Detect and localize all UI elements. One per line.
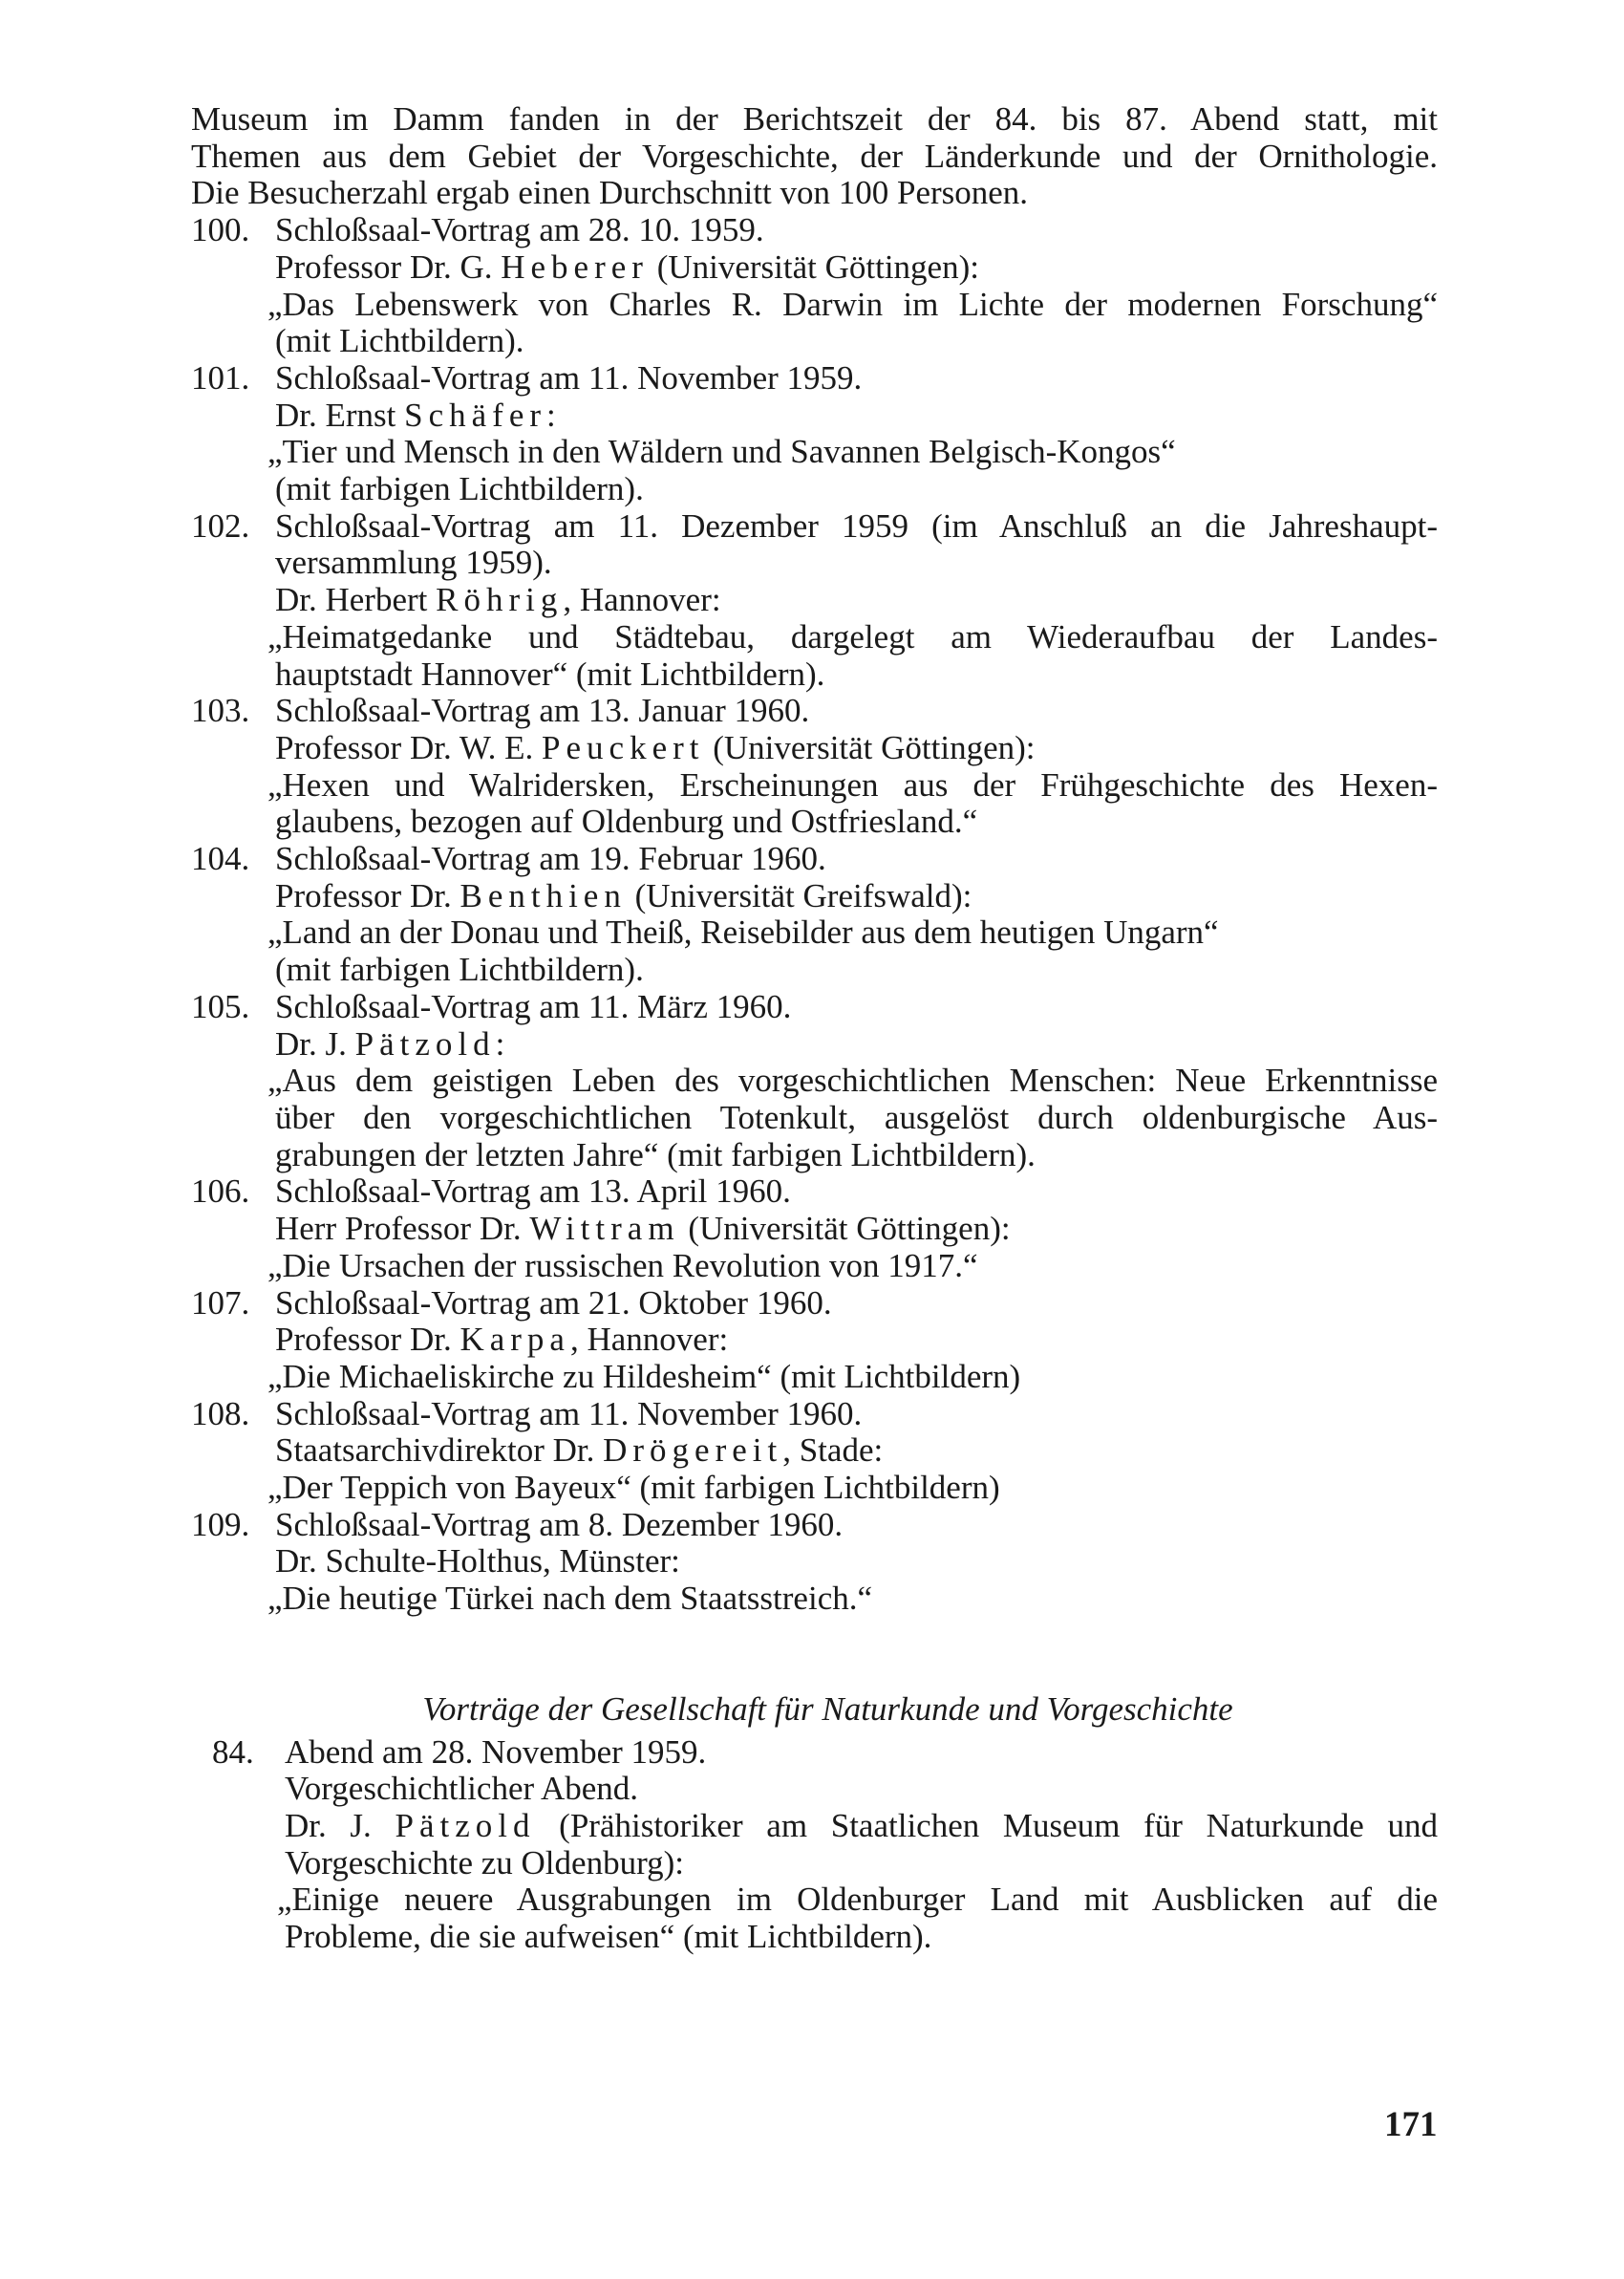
lecture-title: Schloßsaal-Vortrag am 11. März 1960.: [275, 987, 792, 1025]
lecture-topic: „Tier und Mensch in den Wäldern und Savannen Belgisch-Kongos“: [267, 433, 1176, 471]
lecture-title: Schloßsaal-Vortrag am 11. Dezember 1959 (im Anschluß an die Jahreshaupt-: [275, 506, 1438, 545]
lecture-number: 108.: [191, 1394, 250, 1432]
lecture-topic: „Das Lebenswerk von Charles R. Darwin im Lichte der modernen Forschung“: [267, 285, 1438, 323]
speaker-prefix: Dr. J.: [275, 1024, 347, 1063]
lecture-topic: „Die Ursachen der russischen Revolution von 1917.“: [267, 1246, 978, 1284]
lecture-number: 101.: [191, 358, 250, 397]
intro-line: Museum im Damm fanden in der Berichtszeit der 84. bis 87. Abend statt, mit: [191, 100, 1438, 138]
intro-line: Themen aus dem Gebiet der Vorgeschichte, der Länderkunde und der Ornithologie.: [191, 137, 1438, 175]
lecture-entry: [191, 1173, 1438, 1284]
lecture-topic: (mit farbigen Lichtbildern).: [275, 951, 644, 989]
speaker-prefix: Dr. Schulte-Holthus, Münster:: [275, 1542, 680, 1580]
lecture-list: [191, 212, 1438, 1618]
evening-title: Abend am 28. November 1959.: [285, 1732, 707, 1771]
speaker-name: Schäfer: [404, 396, 547, 434]
page-body: [191, 101, 1438, 1956]
lecture-title: Schloßsaal-Vortrag am 11. November 1960.: [275, 1394, 863, 1432]
lecture-number: 100.: [191, 211, 250, 249]
evening-entry: [191, 1734, 1438, 1956]
lecture-number: 109.: [191, 1505, 250, 1543]
lecture-speaker: [275, 730, 1438, 767]
lecture-entry: [191, 693, 1438, 841]
lecture-speaker: [275, 878, 1438, 915]
speaker-name: Benthien: [459, 876, 627, 914]
speaker-name: Pätzold: [395, 1806, 536, 1844]
intro-paragraph: [191, 101, 1438, 212]
speaker-name: Drögereit: [603, 1431, 783, 1470]
speaker-suffix: (Universität Göttingen):: [679, 1210, 1011, 1248]
lecture-topic: „Der Teppich von Bayeux“ (mit farbigen Lichtbildern): [267, 1469, 1000, 1507]
evening-speaker-continued: Vorgeschichte zu Oldenburg):: [285, 1843, 684, 1881]
speaker-prefix: Professor Dr.: [275, 1321, 452, 1359]
speaker-prefix: Dr. Herbert: [275, 581, 428, 619]
lecture-topic: über den vorgeschichtlichen Totenkult, ausgelöst durch oldenburgische Aus-: [275, 1098, 1438, 1136]
intro-line: Die Besucherzahl ergab einen Durchschnitt von 100 Personen.: [191, 174, 1029, 212]
lecture-topic: „Land an der Donau und Theiß, Reisebilder aus dem heutigen Ungarn“: [267, 914, 1219, 952]
lecture-topic: hauptstadt Hannover“ (mit Lichtbildern).: [275, 655, 825, 693]
lecture-title: Schloßsaal-Vortrag am 21. Oktober 1960.: [275, 1283, 832, 1322]
speaker-suffix: , Hannover:: [569, 1321, 729, 1359]
evening-list: [191, 1734, 1438, 1956]
lecture-entry: [191, 989, 1438, 1174]
lecture-topic: „Die heutige Türkei nach dem Staatsstreich.“: [267, 1580, 873, 1618]
speaker-suffix: (Prähistoriker am Staatlichen Museum für Naturkunde und: [535, 1806, 1439, 1844]
speaker-suffix: (Universität Greifswald):: [626, 876, 972, 914]
lecture-topic: (mit Lichtbildern).: [275, 322, 524, 360]
lecture-number: 107.: [191, 1283, 250, 1322]
lecture-speaker: [275, 1543, 1438, 1580]
speaker-prefix: Professor Dr. G.: [275, 247, 493, 286]
speaker-suffix: , Stade:: [782, 1431, 884, 1470]
lecture-entry: [191, 841, 1438, 989]
speaker-suffix: :: [546, 396, 556, 434]
lecture-topic: „Aus dem geistigen Leben des vorgeschichtlichen Menschen: Neue Erkenntnisse: [267, 1062, 1438, 1100]
speaker-name: Peuckert: [542, 728, 705, 766]
section-heading: Vorträge der Gesellschaft für Naturkunde und Vorgeschichte: [422, 1689, 1233, 1728]
evening-number: 84.: [212, 1732, 254, 1771]
speaker-name: Pätzold: [354, 1024, 496, 1063]
speaker-prefix: Herr Professor Dr.: [275, 1210, 522, 1248]
lecture-topic: glaubens, bezogen auf Oldenburg und Ostfriesland.“: [275, 803, 978, 841]
lecture-speaker: [275, 398, 1438, 435]
speaker-suffix: :: [495, 1024, 505, 1063]
lecture-number: 105.: [191, 987, 250, 1025]
speaker-prefix: Professor Dr.: [275, 876, 452, 914]
lecture-entry: [191, 1285, 1438, 1396]
lecture-number: 104.: [191, 840, 250, 878]
lecture-speaker: [275, 1322, 1438, 1359]
evening-topic: Probleme, die sie aufweisen“ (mit Lichtbildern).: [285, 1918, 932, 1956]
evening-speaker: [285, 1808, 1438, 1845]
lecture-speaker: [275, 582, 1438, 619]
lecture-topic: „Heimatgedanke und Städtebau, dargelegt am Wiederaufbau der Landes-: [267, 617, 1438, 656]
lecture-title: Schloßsaal-Vortrag am 13. April 1960.: [275, 1172, 791, 1211]
lecture-speaker: [275, 1432, 1438, 1470]
speaker-suffix: , Hannover:: [563, 581, 721, 619]
lecture-topic: „Die Michaeliskirche zu Hildesheim“ (mit Lichtbildern): [267, 1357, 1021, 1395]
lecture-title: Schloßsaal-Vortrag am 28. 10. 1959.: [275, 211, 764, 249]
speaker-prefix: Dr. J.: [285, 1806, 372, 1844]
lecture-topic: grabungen der letzten Jahre“ (mit farbigen Lichtbildern).: [275, 1135, 1036, 1173]
speaker-name: Wittram: [529, 1210, 680, 1248]
lecture-title: Schloßsaal-Vortrag am 19. Februar 1960.: [275, 840, 826, 878]
speaker-prefix: Professor Dr. W. E.: [275, 728, 534, 766]
lecture-entry: [191, 1507, 1438, 1618]
page-number: 171: [1384, 2105, 1438, 2144]
speaker-name: Heberer: [501, 247, 649, 286]
speaker-name: Karpa: [459, 1321, 570, 1359]
evening-subtitle: Vorgeschichtlicher Abend.: [285, 1770, 639, 1808]
lecture-speaker: [275, 249, 1438, 287]
speaker-name: Röhrig: [436, 581, 564, 619]
lecture-title-continued: versammlung 1959).: [275, 544, 552, 582]
lecture-entry: [191, 508, 1438, 694]
speaker-suffix: (Universität Göttingen):: [704, 728, 1036, 766]
speaker-prefix: Dr. Ernst: [275, 396, 396, 434]
lecture-number: 102.: [191, 506, 250, 545]
evening-topic: „Einige neuere Ausgrabungen im Oldenburger Land mit Ausblicken auf die: [277, 1881, 1438, 1919]
lecture-title: Schloßsaal-Vortrag am 8. Dezember 1960.: [275, 1505, 844, 1543]
lecture-entry: [191, 360, 1438, 508]
lecture-entry: [191, 1396, 1438, 1507]
lecture-topic: „Hexen und Walridersken, Erscheinungen aus der Frühgeschichte des Hexen-: [267, 765, 1438, 804]
lecture-topic: (mit farbigen Lichtbildern).: [275, 470, 644, 508]
lecture-speaker: [275, 1026, 1438, 1064]
speaker-suffix: (Universität Göttingen):: [648, 247, 979, 286]
speaker-prefix: Staatsarchivdirektor Dr.: [275, 1431, 595, 1470]
lecture-title: Schloßsaal-Vortrag am 13. Januar 1960.: [275, 692, 810, 730]
lecture-title: Schloßsaal-Vortrag am 11. November 1959.: [275, 358, 863, 397]
lecture-speaker: [275, 1211, 1438, 1248]
lecture-number: 103.: [191, 692, 250, 730]
lecture-number: 106.: [191, 1172, 250, 1211]
lecture-entry: [191, 212, 1438, 360]
